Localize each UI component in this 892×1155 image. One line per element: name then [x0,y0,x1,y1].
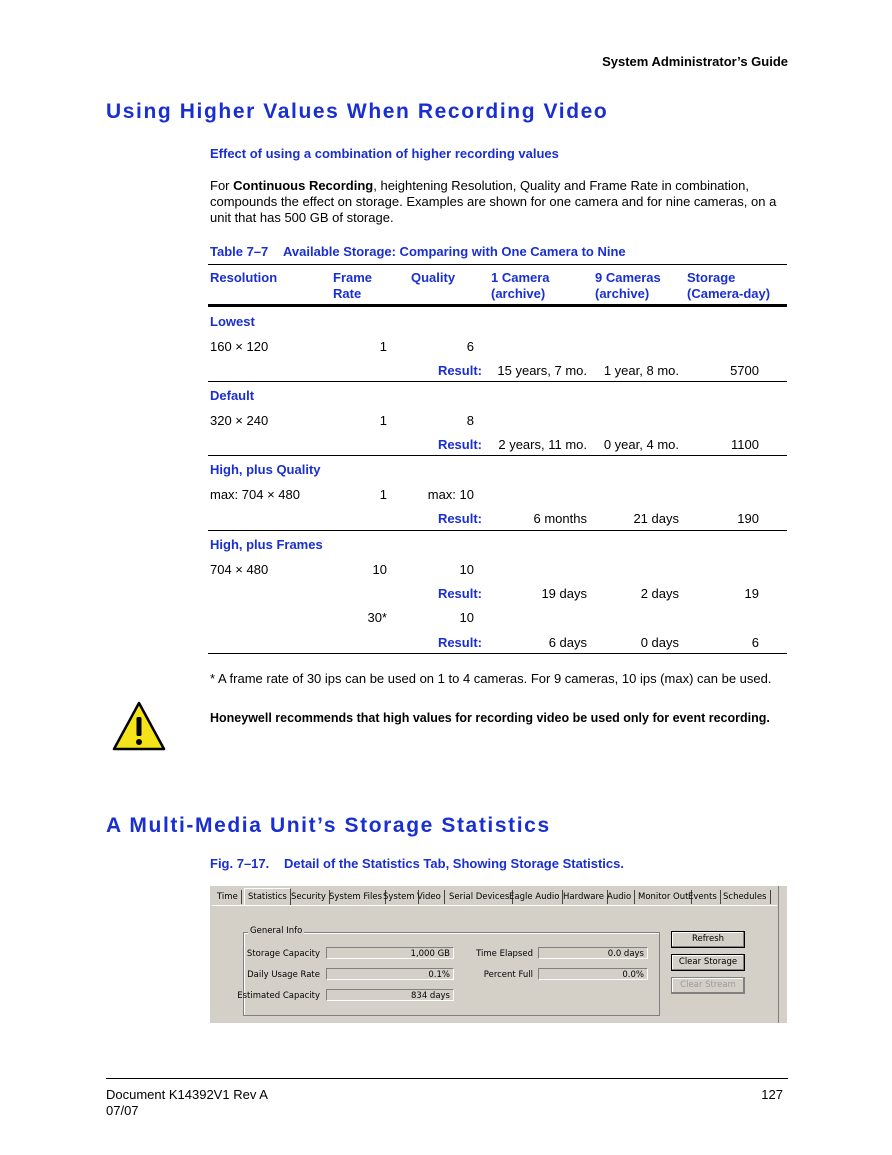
result-label: Result: [437,363,482,378]
group-rule [208,381,787,382]
figure-caption [210,856,624,871]
cell-quality: 8 [466,413,474,428]
cell-nine-cameras: 0 days [640,635,679,650]
subheading-effect: Effect of using a combination of higher recording values [210,146,559,161]
percent-full-field: 0.0% [538,968,648,980]
group-label-high-frames: High, plus Frames [210,537,323,552]
figure-number: Fig. 7–17. [210,856,270,871]
running-header: System Administrator’s Guide [602,54,788,69]
col-header-frame-rate-2: Rate [333,286,362,301]
table-footnote: * A frame rate of 30 ips can be used on 1 to 4 cameras. For 9 cameras, 10 ips (max) can be used. [210,671,772,686]
cell-nine-cameras: 0 year, 4 mo. [603,437,679,452]
col-header-frame-rate-1: Frame [333,270,373,285]
group-label-lowest: Lowest [210,314,255,329]
result-label: Result: [437,511,482,526]
cell-nine-cameras: 2 days [640,586,679,601]
cell-frame-rate: 1 [379,413,387,428]
tab-panel-edge [212,905,777,906]
tab-events[interactable]: Events [685,890,721,904]
tab-serial-devices[interactable]: Serial Devices [446,890,513,904]
document-id: Document K14392V1 Rev A [106,1087,268,1102]
para-rest: , heightening Resolution, Quality and Frame Rate in combination, compounds the effect on storage. Examples are shown for one camera and for nine cameras, on a unit that has 500 GB of storage. [210,178,777,225]
cell-storage: 5700 [730,363,759,378]
refresh-button[interactable]: Refresh [671,931,745,948]
table-title: Available Storage: Comparing with One Camera to Nine [283,244,626,259]
time-elapsed-field: 0.0 days [538,947,648,959]
figure-title: Detail of the Statistics Tab, Showing Storage Statistics. [284,856,624,871]
group-label-default: Default [210,388,255,403]
percent-full-label: Percent Full [483,970,533,980]
footer-rule [106,1078,788,1079]
storage-capacity-label: Storage Capacity [246,949,320,959]
cell-resolution: max: 704 × 480 [210,487,300,502]
tab-security[interactable]: Security [288,890,330,904]
clear-storage-button[interactable]: Clear Storage [671,954,745,971]
result-label: Result: [437,586,482,601]
time-elapsed-label: Time Elapsed [476,949,533,959]
cell-storage: 6 [751,635,759,650]
group-rule [208,530,787,531]
para-bold-term: Continuous Recording [233,178,374,193]
cell-quality: 6 [466,339,474,354]
tab-time[interactable]: Time [214,890,242,904]
section-title-higher-values: Using Higher Values When Recording Video [106,100,609,123]
clear-stream-button[interactable]: Clear Stream [671,977,745,994]
cell-resolution: 320 × 240 [210,413,269,428]
table-number: Table 7–7 [210,244,269,259]
tab-video[interactable]: Video [414,890,445,904]
footer-document-info [106,1087,268,1119]
col-header-nine-cameras-1: 9 Cameras [595,270,661,285]
group-rule [208,455,787,456]
cell-one-camera: 6 days [548,635,587,650]
estimated-capacity-field: 834 days [326,989,454,1001]
cell-storage: 190 [737,511,759,526]
col-header-storage [687,270,770,302]
table-caption [210,244,626,259]
cell-quality: 10 [459,610,474,625]
cell-frame-rate: 1 [379,487,387,502]
tab-audio[interactable]: Audio [604,890,635,904]
result-label: Result: [437,635,482,650]
para-prefix: For [210,178,234,193]
cell-quality: 10 [459,562,474,577]
cell-resolution: 704 × 480 [210,562,269,577]
daily-usage-field: 0.1% [326,968,454,980]
table-header-rule [208,304,787,307]
cell-one-camera: 15 years, 7 mo. [497,363,587,378]
document-date: 07/07 [106,1103,139,1118]
col-header-resolution: Resolution [210,270,278,285]
tab-eagle-audio[interactable]: Eagle Audio [506,890,563,904]
tab-statistics[interactable]: Statistics [244,888,291,906]
col-header-frame-rate [333,270,372,302]
cell-nine-cameras: 1 year, 8 mo. [603,363,679,378]
group-label-high-quality: High, plus Quality [210,462,321,477]
warning-icon [112,700,166,752]
cell-frame-rate: 10 [372,562,387,577]
tab-monitor-out[interactable]: Monitor Out [635,890,692,904]
cell-frame-rate: 1 [379,339,387,354]
tab-system[interactable]: System [380,890,419,904]
estimated-capacity-label: Estimated Capacity [237,991,320,1001]
col-header-storage-2: (Camera-day) [687,286,771,301]
window-right-edge [778,886,779,1023]
section-title-storage-statistics: A Multi-Media Unit’s Storage Statistics [106,814,551,837]
daily-usage-label: Daily Usage Rate [247,970,320,980]
col-header-nine-cameras-2: (archive) [595,286,650,301]
cell-one-camera: 19 days [541,586,587,601]
col-header-one-camera-2: (archive) [491,286,546,301]
cell-one-camera: 2 years, 11 mo. [498,437,587,452]
col-header-storage-1: Storage [687,270,736,285]
cell-frame-rate: 30* [367,610,387,625]
cell-quality: max: 10 [427,487,474,502]
tab-schedules[interactable]: Schedules [720,890,771,904]
page-number: 127 [761,1087,783,1102]
statistics-tab-screenshot [210,886,787,1023]
warning-text: Honeywell recommends that high values for recording video be used only for event recording. [210,711,770,725]
col-header-one-camera-1: 1 Camera [491,270,550,285]
cell-storage: 19 [744,586,759,601]
result-label: Result: [437,437,482,452]
tab-system-files[interactable]: System Files [326,890,386,904]
cell-nine-cameras: 21 days [633,511,679,526]
cell-one-camera: 6 months [533,511,587,526]
col-header-nine-cameras [595,270,661,302]
storage-capacity-field: 1,000 GB [326,947,454,959]
table-top-rule [208,264,787,265]
col-header-one-camera [491,270,550,302]
table-bottom-rule [208,653,787,654]
cell-resolution: 160 × 120 [210,339,269,354]
cell-storage: 1100 [731,437,759,452]
col-header-quality: Quality [411,270,456,285]
general-info-legend: General Info [250,926,303,936]
intro-paragraph [210,178,790,226]
tab-hardware[interactable]: Hardware [560,890,608,904]
